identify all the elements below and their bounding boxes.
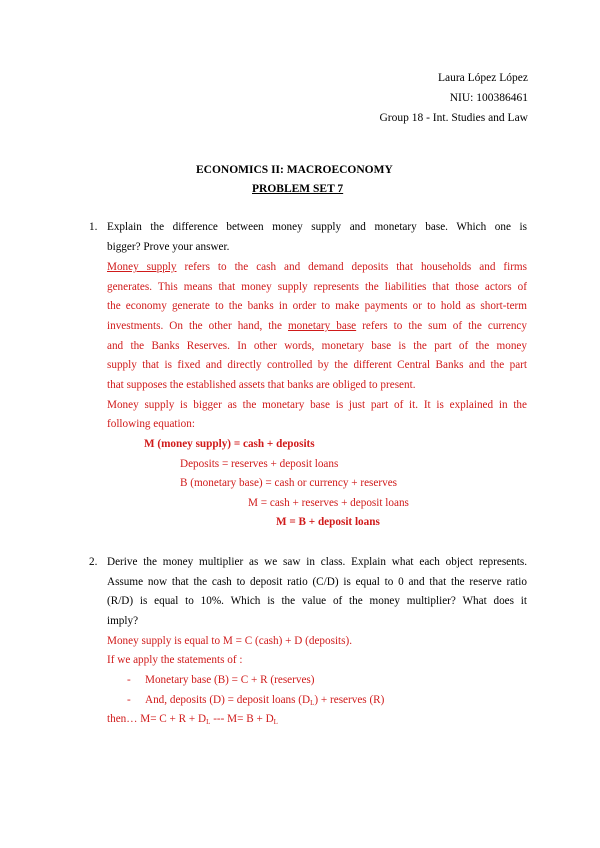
q1-answer-line-3: the economy generate to the banks in order to make payments or to hold as short-term	[107, 300, 527, 312]
q1-question-line-2: bigger? Prove your answer.	[107, 241, 230, 253]
q1-following-line: following equation:	[107, 418, 195, 430]
q1-answer-line-5: and the Banks Reserves. In other words, monetary base is the part of the money	[107, 340, 527, 352]
q2-bullet-monetary-base: Monetary base (B) = C + R (reserves)	[145, 674, 315, 686]
q1-answer-line-7: that supposes the established assets that banks are obliged to present.	[107, 379, 416, 391]
monetary-base-term: monetary base	[287, 320, 357, 332]
equation-m-expanded: M = cash + reserves + deposit loans	[248, 497, 409, 509]
q2-question-line-3: (R/D) is equal to 10%. Which is the value of the money multiplier? What does it	[107, 595, 527, 607]
q2-question-line-1: Derive the money multiplier as we saw in class. Explain what each object represents.	[107, 556, 527, 568]
q2-number: 2.	[89, 556, 98, 568]
q2-question-line-2: Assume now that the cash to deposit ratio (C/D) is equal to 0 and that the reserve ratio	[107, 576, 527, 588]
equation-money-supply: M (money supply) = cash + deposits	[144, 438, 315, 450]
student-niu: NIU: 100386461	[449, 92, 528, 104]
equation-monetary-base: B (monetary base) = cash or currency + reserves	[180, 477, 398, 489]
q1-number: 1.	[89, 221, 98, 233]
group-info: Group 18 - Int. Studies and Law	[379, 112, 528, 124]
q1-question-line-1: Explain the difference between money supply and monetary base. Which one is	[107, 221, 527, 233]
q1-answer-line-2: generates. This means that money supply represents the liabilities that those actors of	[107, 281, 527, 293]
q2-answer-line-2: If we apply the statements of :	[107, 654, 243, 666]
equation-deposits: Deposits = reserves + deposit loans	[180, 458, 339, 470]
problem-set-title: PROBLEM SET 7	[252, 183, 344, 195]
q2-bullet-deposits: And, deposits (D) = deposit loans $(D_L)$ + reserves (R)	[145, 694, 385, 707]
q2-then-line: then… $M= C + R + D_L$ --- $M= B + D_L$	[107, 713, 278, 726]
author-name: Laura López López	[437, 72, 528, 84]
money-supply-term: Money supply	[107, 261, 177, 273]
q1-answer-line-6: supply that is fixed and directly controlled by the different Central Banks and the part	[107, 359, 527, 371]
q1-bigger-line: Money supply is bigger as the monetary base is just part of it. It is explained in the	[107, 399, 527, 411]
bullet-dash-2: -	[127, 694, 131, 706]
bullet-dash-1: -	[127, 674, 131, 686]
q1-answer-line-4: investments. On the other hand, the monetary base refers to the sum of the currency	[107, 320, 527, 332]
course-title: ECONOMICS II: MACROECONOMY	[196, 164, 393, 176]
q2-question-line-4: imply?	[107, 615, 139, 627]
q1-answer-line-1: Money supply refers to the cash and demand deposits that households and firms	[107, 261, 527, 273]
equation-m-base: M = B + deposit loans	[276, 516, 380, 528]
q2-answer-line-1: Money supply is equal to M = C (cash) + D (deposits).	[107, 635, 353, 647]
